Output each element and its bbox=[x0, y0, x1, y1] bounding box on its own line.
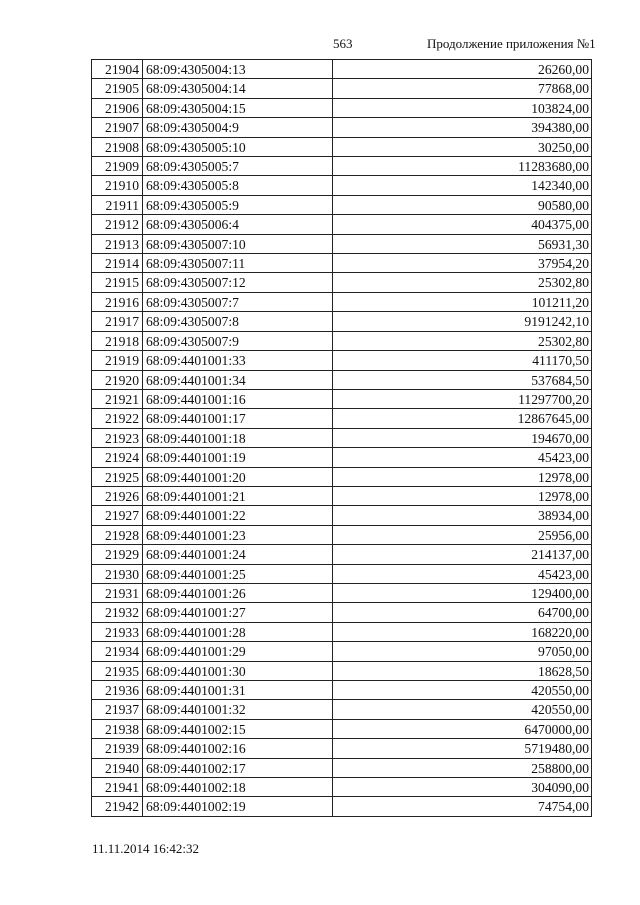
cadastral-number-cell: 68:09:4401001:20 bbox=[143, 468, 333, 486]
cadastral-value-cell: 25956,00 bbox=[538, 527, 589, 543]
table-row bbox=[92, 176, 591, 195]
cadastral-number-cell: 68:09:4305005:9 bbox=[143, 196, 333, 214]
cadastral-value-cell: 6470000,00 bbox=[524, 721, 589, 737]
table-row bbox=[92, 545, 591, 564]
row-number-cell: 21941 bbox=[92, 778, 143, 796]
table-row bbox=[92, 662, 591, 681]
row-number-cell: 21911 bbox=[92, 196, 143, 214]
cadastral-value-cell: 11283680,00 bbox=[518, 159, 589, 175]
cadastral-value-cell: 129400,00 bbox=[531, 585, 589, 601]
cadastral-value-cell: 404375,00 bbox=[531, 217, 589, 233]
cadastral-number-cell: 68:09:4401002:18 bbox=[143, 778, 333, 796]
table-row bbox=[92, 720, 591, 739]
row-number-cell: 21904 bbox=[92, 60, 143, 78]
row-number-cell: 21915 bbox=[92, 273, 143, 291]
cadastral-value-cell: 420550,00 bbox=[531, 702, 589, 718]
row-number-cell: 21907 bbox=[92, 118, 143, 136]
cadastral-value-cell: 411170,50 bbox=[532, 353, 589, 369]
table-row bbox=[92, 196, 591, 215]
row-number-cell: 21940 bbox=[92, 759, 143, 777]
table-row bbox=[92, 60, 591, 79]
cadastral-number-cell: 68:09:4305007:12 bbox=[143, 273, 333, 291]
row-number-cell: 21929 bbox=[92, 545, 143, 563]
cadastral-number-cell: 68:09:4305007:7 bbox=[143, 293, 333, 311]
cadastral-number-cell: 68:09:4401001:32 bbox=[143, 700, 333, 718]
cadastral-value-cell: 45423,00 bbox=[538, 450, 589, 466]
row-number-cell: 21916 bbox=[92, 293, 143, 311]
table-row bbox=[92, 332, 591, 351]
continuation-label: Продолжение приложения №1 bbox=[427, 36, 596, 51]
row-number-cell: 21920 bbox=[92, 371, 143, 389]
table-row bbox=[92, 79, 591, 98]
cadastral-number-cell: 68:09:4401001:34 bbox=[143, 371, 333, 389]
cadastral-value-cell: 12978,00 bbox=[538, 488, 589, 504]
row-number-cell: 21937 bbox=[92, 700, 143, 718]
cadastral-value-cell: 11297700,20 bbox=[518, 391, 589, 407]
cadastral-number-cell: 68:09:4401001:31 bbox=[143, 681, 333, 699]
table-row bbox=[92, 797, 591, 816]
cadastral-number-cell: 68:09:4401002:15 bbox=[143, 720, 333, 738]
cadastral-number-cell: 68:09:4305005:10 bbox=[143, 138, 333, 156]
table-row bbox=[92, 429, 591, 448]
cadastral-number-cell: 68:09:4401001:21 bbox=[143, 487, 333, 505]
table-row bbox=[92, 487, 591, 506]
row-number-cell: 21926 bbox=[92, 487, 143, 505]
row-number-cell: 21922 bbox=[92, 409, 143, 427]
cadastral-value-cell: 25302,80 bbox=[538, 333, 589, 349]
page-number: 563 bbox=[333, 36, 353, 51]
row-number-cell: 21936 bbox=[92, 681, 143, 699]
cadastral-value-cell: 74754,00 bbox=[538, 799, 589, 815]
table-row bbox=[92, 312, 591, 331]
row-number-cell: 21912 bbox=[92, 215, 143, 233]
row-number-cell: 21928 bbox=[92, 526, 143, 544]
table-row bbox=[92, 157, 591, 176]
cadastral-value-cell: 56931,30 bbox=[538, 236, 589, 252]
table-row bbox=[92, 448, 591, 467]
cadastral-value-cell: 103824,00 bbox=[531, 100, 589, 116]
cadastral-value-cell: 12867645,00 bbox=[517, 411, 589, 427]
row-number-cell: 21919 bbox=[92, 351, 143, 369]
table-row bbox=[92, 468, 591, 487]
cadastral-value-cell: 9191242,10 bbox=[524, 314, 589, 330]
cadastral-number-cell: 68:09:4401001:18 bbox=[143, 429, 333, 447]
table-row bbox=[92, 603, 591, 622]
table-row bbox=[92, 584, 591, 603]
table-row bbox=[92, 759, 591, 778]
table-row bbox=[92, 700, 591, 719]
cadastral-number-cell: 68:09:4305004:15 bbox=[143, 99, 333, 117]
row-number-cell: 21910 bbox=[92, 176, 143, 194]
row-number-cell: 21905 bbox=[92, 79, 143, 97]
table-row bbox=[92, 526, 591, 545]
row-number-cell: 21906 bbox=[92, 99, 143, 117]
table-row bbox=[92, 642, 591, 661]
table-row bbox=[92, 681, 591, 700]
cadastral-value-cell: 90580,00 bbox=[538, 197, 589, 213]
row-number-cell: 21923 bbox=[92, 429, 143, 447]
cadastral-value-cell: 142340,00 bbox=[531, 178, 589, 194]
cadastral-value-cell: 12978,00 bbox=[538, 469, 589, 485]
row-number-cell: 21918 bbox=[92, 332, 143, 350]
cadastral-value-cell: 304090,00 bbox=[531, 780, 589, 796]
cadastral-number-cell: 68:09:4401001:27 bbox=[143, 603, 333, 621]
table-row bbox=[92, 254, 591, 273]
cadastral-number-cell: 68:09:4305007:10 bbox=[143, 235, 333, 253]
cadastral-value-cell: 168220,00 bbox=[531, 624, 589, 640]
table-row bbox=[92, 565, 591, 584]
table-row bbox=[92, 293, 591, 312]
cadastral-value-cell: 97050,00 bbox=[538, 644, 589, 660]
cadastral-number-cell: 68:09:4401001:16 bbox=[143, 390, 333, 408]
cadastral-value-cell: 101211,20 bbox=[531, 294, 589, 310]
table-row bbox=[92, 371, 591, 390]
cadastral-value-cell: 26260,00 bbox=[538, 62, 589, 77]
cadastral-number-cell: 68:09:4305005:7 bbox=[143, 157, 333, 175]
row-number-cell: 21921 bbox=[92, 390, 143, 408]
cadastral-value-cell: 37954,20 bbox=[538, 256, 589, 272]
row-number-cell: 21932 bbox=[92, 603, 143, 621]
row-number-cell: 21930 bbox=[92, 565, 143, 583]
cadastral-number-cell: 68:09:4401001:23 bbox=[143, 526, 333, 544]
row-number-cell: 21942 bbox=[92, 797, 143, 815]
cadastral-value-cell: 5719480,00 bbox=[524, 741, 589, 757]
table-row bbox=[92, 390, 591, 409]
row-number-cell: 21913 bbox=[92, 235, 143, 253]
table-row bbox=[92, 215, 591, 234]
cadastral-number-cell: 68:09:4305007:11 bbox=[143, 254, 333, 272]
row-number-cell: 21931 bbox=[92, 584, 143, 602]
cadastral-value-cell: 45423,00 bbox=[538, 566, 589, 582]
cadastral-number-cell: 68:09:4305004:9 bbox=[143, 118, 333, 136]
cadastral-number-cell: 68:09:4305005:8 bbox=[143, 176, 333, 194]
cadastral-number-cell: 68:09:4305007:9 bbox=[143, 332, 333, 350]
cadastral-number-cell: 68:09:4305006:4 bbox=[143, 215, 333, 233]
row-number-cell: 21908 bbox=[92, 138, 143, 156]
row-number-cell: 21939 bbox=[92, 739, 143, 757]
cadastral-value-cell: 38934,00 bbox=[538, 508, 589, 524]
row-number-cell: 21934 bbox=[92, 642, 143, 660]
cadastral-number-cell: 68:09:4401001:26 bbox=[143, 584, 333, 602]
cadastral-number-cell: 68:09:4305004:13 bbox=[143, 60, 333, 78]
footer-timestamp: 11.11.2014 16:42:32 bbox=[92, 841, 200, 856]
table-row bbox=[92, 99, 591, 118]
row-number-cell: 21925 bbox=[92, 468, 143, 486]
cadastral-value-cell: 30250,00 bbox=[538, 139, 589, 155]
cadastral-value-cell: 537684,50 bbox=[531, 372, 589, 388]
row-number-cell: 21917 bbox=[92, 312, 143, 330]
cadastral-number-cell: 68:09:4401001:24 bbox=[143, 545, 333, 563]
cadastral-number-cell: 68:09:4401002:16 bbox=[143, 739, 333, 757]
cadastral-value-cell: 194670,00 bbox=[531, 430, 589, 446]
row-number-cell: 21927 bbox=[92, 506, 143, 524]
row-number-cell: 21938 bbox=[92, 720, 143, 738]
table-row bbox=[92, 235, 591, 254]
cadastral-number-cell: 68:09:4401001:29 bbox=[143, 642, 333, 660]
cadastral-value-table bbox=[91, 59, 592, 817]
cadastral-value-cell: 64700,00 bbox=[538, 605, 589, 621]
cadastral-number-cell: 68:09:4305004:14 bbox=[143, 79, 333, 97]
table-row bbox=[92, 409, 591, 428]
cadastral-number-cell: 68:09:4401001:22 bbox=[143, 506, 333, 524]
row-number-cell: 21909 bbox=[92, 157, 143, 175]
cadastral-value-cell: 394380,00 bbox=[531, 120, 589, 136]
cadastral-number-cell: 68:09:4401001:19 bbox=[143, 448, 333, 466]
cadastral-value-cell: 420550,00 bbox=[531, 683, 589, 698]
cadastral-number-cell: 68:09:4305007:8 bbox=[143, 312, 333, 330]
row-number-cell: 21933 bbox=[92, 623, 143, 641]
table-row bbox=[92, 138, 591, 157]
table-row bbox=[92, 273, 591, 292]
row-number-cell: 21924 bbox=[92, 448, 143, 466]
table-row bbox=[92, 506, 591, 525]
table-row bbox=[92, 351, 591, 370]
table-row bbox=[92, 778, 591, 797]
cadastral-number-cell: 68:09:4401001:17 bbox=[143, 409, 333, 427]
cadastral-value-cell: 25302,80 bbox=[538, 275, 589, 291]
cadastral-number-cell: 68:09:4401001:25 bbox=[143, 565, 333, 583]
cadastral-value-cell: 77868,00 bbox=[538, 81, 589, 97]
cadastral-number-cell: 68:09:4401001:28 bbox=[143, 623, 333, 641]
row-number-cell: 21914 bbox=[92, 254, 143, 272]
cadastral-value-cell: 18628,50 bbox=[538, 663, 589, 679]
cadastral-number-cell: 68:09:4401002:17 bbox=[143, 759, 333, 777]
table-row bbox=[92, 623, 591, 642]
cadastral-value-cell: 258800,00 bbox=[531, 760, 589, 776]
table-row bbox=[92, 739, 591, 758]
cadastral-number-cell: 68:09:4401002:19 bbox=[143, 797, 333, 815]
cadastral-number-cell: 68:09:4401001:30 bbox=[143, 662, 333, 680]
cadastral-number-cell: 68:09:4401001:33 bbox=[143, 351, 333, 369]
cadastral-value-cell: 214137,00 bbox=[531, 547, 589, 563]
table-row bbox=[92, 118, 591, 137]
row-number-cell: 21935 bbox=[92, 662, 143, 680]
